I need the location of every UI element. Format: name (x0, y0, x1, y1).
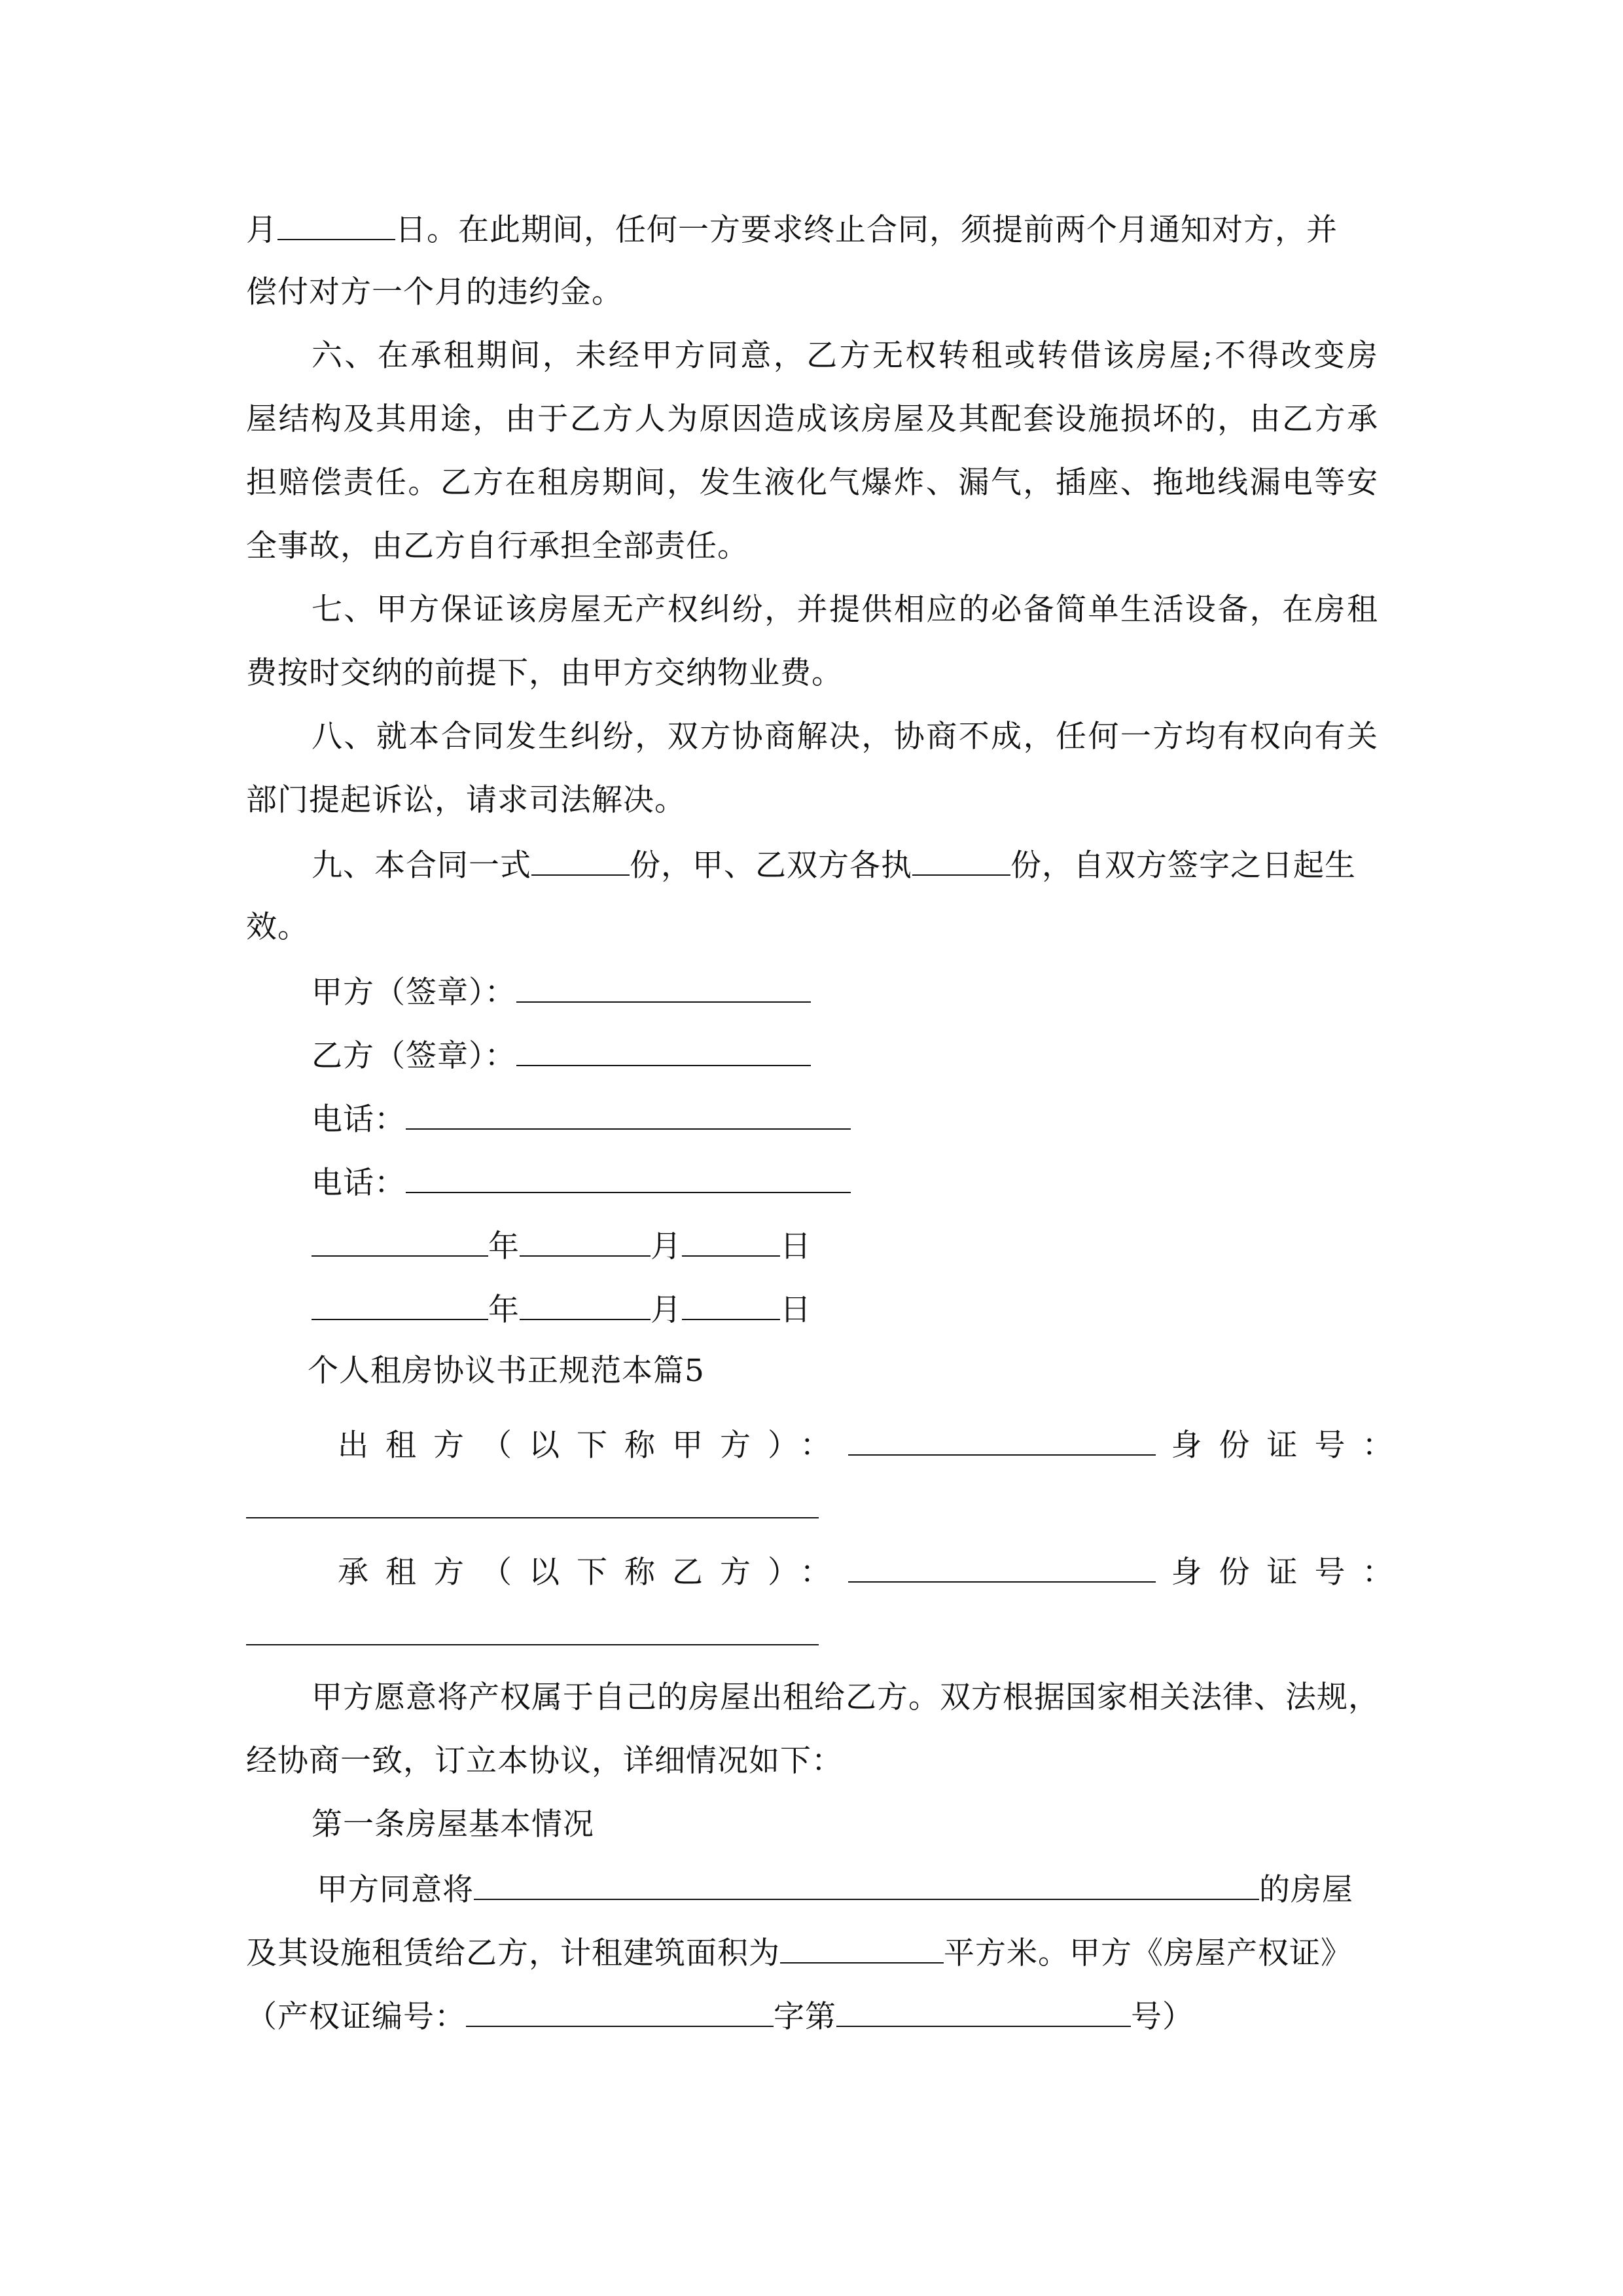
area-field[interactable] (780, 1932, 944, 1964)
clause7-line: 七、甲方保证该房屋无产权纠纷，并提供相应的必备简单生活设备，在房租 (312, 592, 1378, 628)
phone-label: 电话： (312, 1165, 406, 1201)
blank-copies-total[interactable] (531, 844, 630, 876)
intro-line: 甲方愿意将产权属于自己的房屋出租给乙方。双方根据国家相关法律、法规， (312, 1679, 1380, 1715)
year-field[interactable] (312, 1225, 488, 1257)
party-b-signature-row (312, 1035, 1444, 1076)
text-char: 字第 (774, 1999, 836, 2035)
cert-prefix-field[interactable] (466, 1996, 774, 2027)
text-agree: 甲方同意将 (317, 1872, 474, 1908)
clause6-line: 屋结构及其用途，由于乙方人为原因造成该房屋及其配套设施损坏的，由乙方承 (246, 401, 1378, 437)
phone-row (312, 1098, 1444, 1139)
day-label: 日 (780, 1229, 812, 1265)
phone-field[interactable] (406, 1162, 851, 1193)
text-cert-no: （产权证编号： (246, 1999, 466, 2035)
phone-row (312, 1162, 1444, 1203)
year-label: 年 (488, 1292, 520, 1328)
article1-line (246, 1932, 1378, 1973)
text-term-notice: 日。在此期间，任何一方要求终止合同，须提前两个月通知对方，并 (395, 212, 1338, 248)
clause6-line: 全事故，由乙方自行承担全部责任。 (246, 528, 749, 564)
lessee-id-field[interactable] (246, 1644, 819, 1645)
lessor-label: 出租方（以下称甲方）： (338, 1427, 848, 1463)
article1-title: 第一条房屋基本情况 (312, 1806, 594, 1842)
day-field[interactable] (682, 1289, 780, 1320)
date-row (312, 1225, 1444, 1266)
text-house: 的房屋 (1259, 1872, 1353, 1908)
party-b-label: 乙方（签章）： (312, 1038, 516, 1074)
cert-number-field[interactable] (836, 1996, 1131, 2027)
clause7-line: 费按时交纳的前提下，由甲方交纳物业费。 (246, 655, 843, 691)
text-copies: 九、本合同一式 (312, 848, 531, 884)
day-label: 日 (780, 1292, 812, 1328)
phone-field[interactable] (406, 1098, 851, 1130)
intro-line: 经协商一致，订立本协议，详细情况如下： (246, 1743, 843, 1779)
clause9-line-end: 效。 (246, 909, 309, 945)
clause8-line: 八、就本合同发生纠纷，双方协商解决，协商不成，任何一方均有权向有关 (312, 719, 1378, 755)
party-b-signature-field[interactable] (516, 1035, 811, 1066)
lessor-id-field[interactable] (246, 1517, 819, 1518)
party-a-signature-field[interactable] (516, 971, 811, 1003)
lessee-label: 承租方（以下称乙方）： (338, 1554, 848, 1590)
text-each-holds: 份，甲、乙双方各执 (630, 848, 912, 884)
blank-copies-each[interactable] (912, 844, 1010, 876)
lessee-row (338, 1551, 1410, 1592)
paragraph-line: 偿付对方一个月的违约金。 (246, 274, 623, 310)
property-address-field[interactable] (474, 1869, 1259, 1900)
text-effective: 份，自双方签字之日起生 (1010, 848, 1356, 884)
year-label: 年 (488, 1229, 520, 1265)
clause6-line: 六、在承租期间，未经甲方同意，乙方无权转租或转借该房屋;不得改变房 (312, 338, 1378, 374)
text-area: 及其设施租赁给乙方，计租建筑面积为 (246, 1935, 780, 1971)
section-title: 个人租房协议书正规范本篇5 (308, 1353, 705, 1389)
month-field[interactable] (520, 1289, 651, 1320)
article1-line (317, 1869, 1449, 1910)
blank-day[interactable] (277, 209, 395, 240)
contract-term-line (246, 209, 1378, 250)
clause8-line: 部门提起诉讼，请求司法解决。 (246, 782, 686, 818)
day-field[interactable] (682, 1225, 780, 1257)
lessor-id-label: 身份证号： (1171, 1427, 1410, 1463)
article1-line (246, 1996, 1378, 2037)
lessor-name-field[interactable] (848, 1424, 1156, 1456)
phone-label: 电话： (312, 1102, 406, 1138)
clause9-line (312, 844, 1444, 886)
text-number: 号） (1131, 1999, 1194, 2035)
lessor-row (338, 1424, 1410, 1465)
month-label: 月 (651, 1292, 682, 1328)
party-a-label: 甲方（签章）： (312, 975, 516, 1011)
text-month: 月 (246, 212, 277, 248)
clause6-line: 担赔偿责任。乙方在租房期间，发生液化气爆炸、漏气，插座、拖地线漏电等安 (246, 465, 1378, 501)
month-field[interactable] (520, 1225, 651, 1257)
date-row (312, 1289, 1444, 1330)
text-certificate: 平方米。甲方《房屋产权证》 (944, 1935, 1352, 1971)
party-a-signature-row (312, 971, 1444, 1013)
lessee-name-field[interactable] (848, 1551, 1156, 1583)
lessee-id-label: 身份证号： (1171, 1554, 1410, 1590)
month-label: 月 (651, 1229, 682, 1265)
year-field[interactable] (312, 1289, 488, 1320)
